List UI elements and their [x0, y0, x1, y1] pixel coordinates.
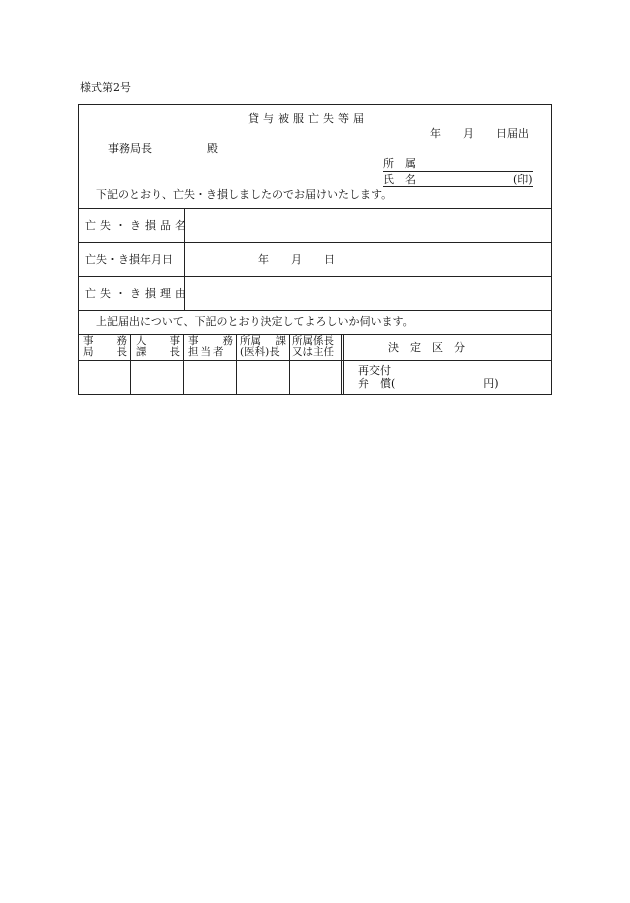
reissue-option: 再交付	[358, 364, 391, 377]
row-divider	[78, 242, 552, 243]
approver-column-divider	[183, 334, 184, 395]
header-divider	[78, 208, 552, 209]
name-label: 氏 名	[383, 173, 416, 186]
form-title: 貸与被服亡失等届	[248, 112, 368, 125]
decision-request-text: 上記届出について、下記のとおり決定してよろしいか伺います。	[96, 315, 414, 328]
approver-column-divider	[236, 334, 237, 395]
loss-date-label: 亡失・き損年月日	[85, 253, 173, 266]
item-name-label: 亡失・き損品名	[85, 219, 190, 232]
intro-text: 下記のとおり、亡失・き損しましたのでお届けいたします。	[96, 188, 393, 201]
compensation-option: 弁 償( 円)	[358, 377, 499, 390]
approver-column-divider	[289, 334, 290, 395]
loss-date-value: 年 月 日	[258, 253, 335, 266]
row-divider	[78, 310, 552, 311]
approver-section-chief-header: 所属 課 (医科)長	[240, 335, 286, 358]
date-line: 年 月 日届出	[430, 127, 529, 140]
seal-mark: (印)	[513, 173, 533, 186]
row-divider	[78, 276, 552, 277]
decision-category-header: 決 定 区 分	[388, 341, 465, 354]
approver-personnel-header: 人 事 課 長	[136, 335, 180, 358]
approver-column-divider	[343, 334, 344, 395]
form-number: 様式第2号	[80, 81, 131, 94]
approver-column-divider	[341, 334, 342, 395]
addressee: 事務局長 殿	[108, 142, 218, 155]
name-underline	[383, 186, 533, 187]
loss-reason-label: 亡失・き損理由	[85, 287, 190, 300]
approver-header-divider	[78, 360, 552, 361]
approver-clerk-header: 事 務 担当者	[188, 335, 233, 358]
approver-subsection-chief-header: 所属係長 又は主任	[292, 335, 334, 358]
approver-director-header: 事 務 局 長	[83, 335, 127, 358]
affiliation-label: 所 属	[383, 157, 416, 170]
affiliation-underline	[383, 171, 533, 172]
approver-column-divider	[130, 334, 131, 395]
